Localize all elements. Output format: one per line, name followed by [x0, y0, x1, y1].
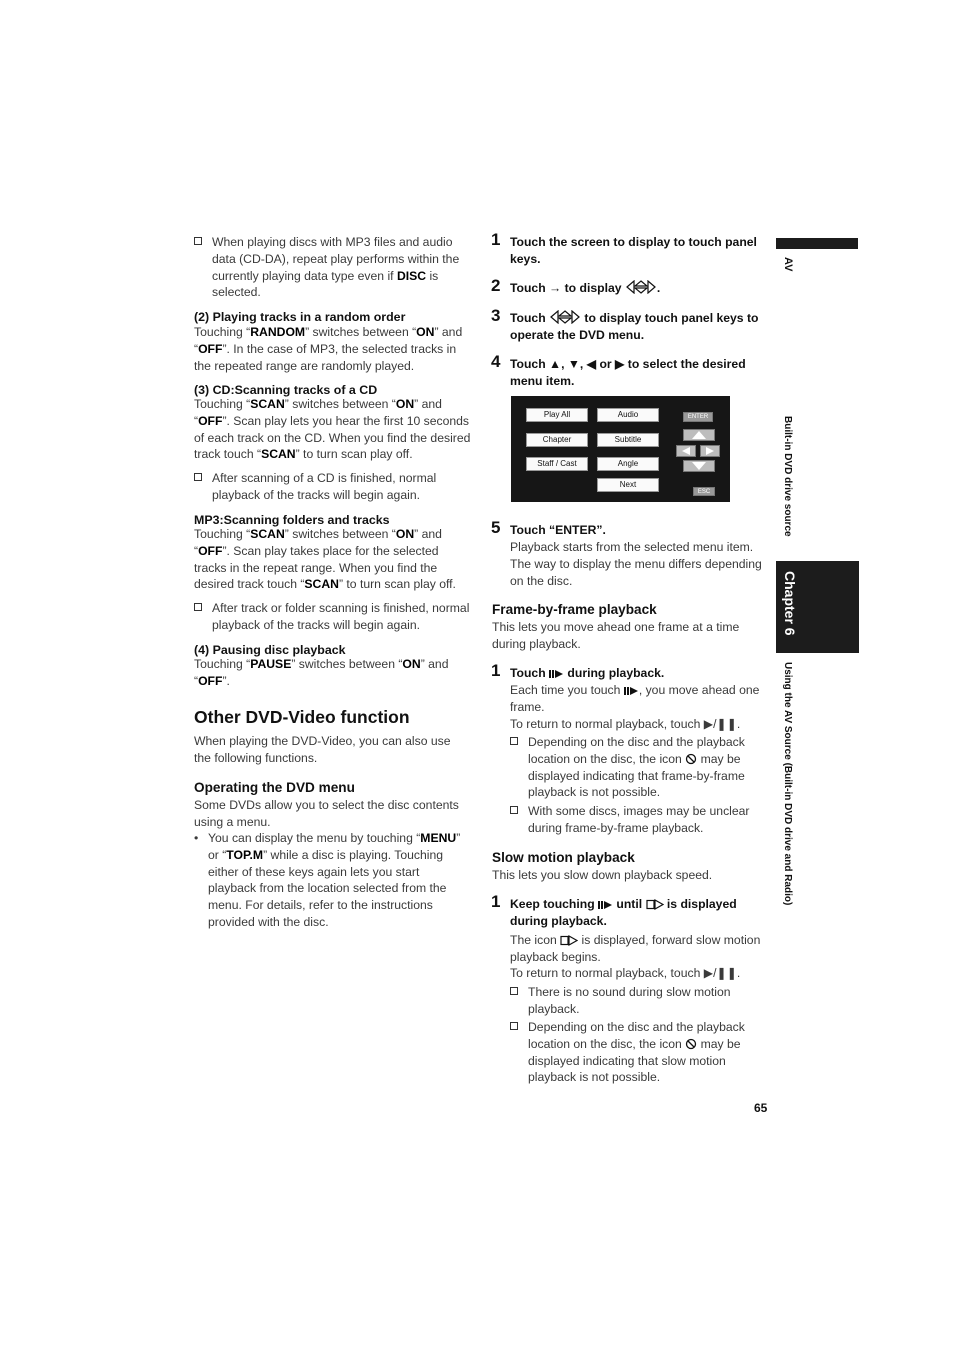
dvd-menu-bullet: • You can display the menu by touching “MENU” or “TOP.M” while a disc is playing. Touching either of these keys again lets you start playback from the location selected from the menu. For details, refer to the instructions provided with the disc. — [194, 831, 461, 929]
slow-description-2: To return to normal playback, touch ▶/❚❚. — [510, 966, 741, 980]
frame-advance-icon — [598, 900, 613, 910]
mp3-scan-text: Touching “SCAN” switches between “ON” and “OFF”. Scan play takes place for the selected tracks in the repeat range. When you find the desired track touch “SCAN” to turn scan play off. — [194, 527, 456, 592]
pause-text: Touching “PAUSE” switches between “ON” and “OFF”. — [194, 657, 449, 688]
slow-step-text: Keep touching until is displayed during playback. — [510, 897, 737, 928]
heading-random-play: (2) Playing tracks in a random order — [194, 310, 406, 324]
checkbox-bullet-icon — [194, 237, 202, 245]
down-arrow-button[interactable] — [683, 460, 715, 472]
note-slow-no-sound: There is no sound during slow motion playback. — [528, 984, 768, 1018]
up-arrow-button[interactable] — [683, 429, 715, 441]
step-2-text: Touch → to display . — [510, 281, 661, 295]
sidebar-av-label: AV — [782, 257, 794, 272]
random-play-text: Touching “RANDOM” switches between “ON” and “OFF”. In the case of MP3, the selected tracks in the repeated range are randomly played. — [194, 325, 463, 373]
heading-dvd-menu: Operating the DVD menu — [194, 780, 355, 795]
menu-next-button[interactable]: Next — [597, 478, 659, 492]
note-repeat-play: When playing discs with MP3 files and audio data (CD-DA), repeat play performs within the currently playing data type even if DISC is selected. — [212, 234, 470, 301]
menu-angle-button[interactable]: Angle — [597, 457, 659, 471]
dvd-menu-key-icon — [625, 280, 657, 294]
step-1-text: Touch the screen to display to touch panel keys. — [510, 235, 757, 266]
up-arrow-icon — [684, 430, 714, 440]
sidebar-top-bar — [776, 238, 858, 249]
prohibited-icon — [685, 753, 697, 765]
heading-mp3-scan: MP3:Scanning folders and tracks — [194, 513, 390, 527]
step-4-text: Touch ▲, ▼, ◀ or ▶ to select the desired menu item. — [510, 357, 746, 388]
dvd-video-intro: When playing the DVD-Video, you can also use the following functions. — [194, 734, 451, 765]
frame-intro: This lets you move ahead one frame at a time during playback. — [492, 620, 740, 651]
chapter-title: Using the AV Source (Built-in DVD drive and Radio) — [782, 662, 793, 906]
note-frame-prohibited: Depending on the disc and the playback location on the disc, the icon may be displayed indicating that frame-by-frame playback is not possible. — [528, 734, 768, 801]
checkbox-bullet-icon — [510, 737, 518, 745]
step-number: 3 — [491, 306, 501, 325]
checkbox-bullet-icon — [510, 806, 518, 814]
step-number: 5 — [491, 518, 501, 537]
frame-advance-icon — [624, 686, 639, 696]
menu-subtitle-button[interactable]: Subtitle — [597, 433, 659, 447]
checkbox-bullet-icon — [510, 1022, 518, 1030]
dvd-menu-key-icon — [549, 310, 581, 324]
checkbox-bullet-icon — [194, 473, 202, 481]
step-number: 2 — [491, 276, 501, 295]
left-arrow-button[interactable] — [676, 445, 696, 457]
chapter-tab — [776, 561, 859, 653]
slow-description-1: The icon is displayed, forward slow motion playback begins. — [510, 933, 761, 964]
heading-pause: (4) Pausing disc playback — [194, 643, 346, 657]
checkbox-bullet-icon — [510, 987, 518, 995]
step-number: 1 — [491, 230, 501, 249]
prohibited-icon — [685, 1038, 697, 1050]
heading-frame-by-frame: Frame-by-frame playback — [492, 602, 657, 617]
dvd-menu-intro: Some DVDs allow you to select the disc contents using a menu. — [194, 798, 459, 829]
cd-scan-text: Touching “SCAN” switches between “ON” and “OFF”. Scan play lets you hear the first 10 seconds of each track on the CD. When you find the desired track touch “SCAN” to turn scan play off. — [194, 397, 471, 462]
step-3-text: Touch to display touch panel keys to operate the DVD menu. — [510, 311, 759, 342]
menu-play-all-button[interactable]: Play All — [526, 408, 588, 422]
left-arrow-icon — [677, 446, 695, 456]
chapter-label: Chapter 6 — [782, 571, 798, 636]
down-arrow-icon — [684, 461, 714, 471]
bullet-dot-icon: • — [194, 831, 199, 845]
step-number: 1 — [491, 892, 501, 911]
slow-motion-icon — [560, 935, 578, 946]
right-arrow-button[interactable] — [700, 445, 720, 457]
frame-advance-icon — [549, 669, 564, 679]
slow-intro: This lets you slow down playback speed. — [492, 868, 713, 882]
enter-button[interactable]: ENTER — [683, 412, 713, 422]
note-cd-scan: After scanning of a CD is finished, normal playback of the tracks will begin again. — [212, 470, 470, 504]
step-number: 4 — [491, 352, 501, 371]
note-frame-unclear: With some discs, images may be unclear during frame-by-frame playback. — [528, 803, 768, 837]
step-5-text: Touch “ENTER”. — [510, 523, 606, 537]
sidebar-section-label: Built-in DVD drive source — [782, 416, 793, 537]
menu-staff-cast-button[interactable]: Staff / Cast — [526, 457, 588, 471]
checkbox-bullet-icon — [194, 603, 202, 611]
page-number: 65 — [754, 1101, 768, 1115]
esc-button[interactable]: ESC — [693, 487, 715, 496]
frame-description-2: To return to normal playback, touch ▶/❚❚. — [510, 717, 741, 731]
note-mp3-scan: After track or folder scanning is finished, normal playback of the tracks will begin again. — [212, 600, 470, 634]
frame-step-text: Touch during playback. — [510, 666, 665, 680]
heading-slow-motion: Slow motion playback — [492, 850, 635, 865]
step-number: 1 — [491, 661, 501, 680]
dvd-menu-screen — [511, 396, 730, 502]
step-5-description: Playback starts from the selected menu item. The way to display the menu differs depending on the disc. — [510, 540, 762, 588]
frame-description-1: Each time you touch , you move ahead one frame. — [510, 683, 760, 714]
right-arrow-icon — [701, 446, 719, 456]
menu-audio-button[interactable]: Audio — [597, 408, 659, 422]
note-slow-prohibited: Depending on the disc and the playback location on the disc, the icon may be displayed indicating that slow motion playback is not possible. — [528, 1019, 768, 1086]
menu-chapter-button[interactable]: Chapter — [526, 433, 588, 447]
heading-dvd-video-function: Other DVD-Video function — [194, 707, 410, 727]
heading-cd-scan: (3) CD:Scanning tracks of a CD — [194, 383, 378, 397]
slow-motion-icon — [646, 899, 664, 910]
